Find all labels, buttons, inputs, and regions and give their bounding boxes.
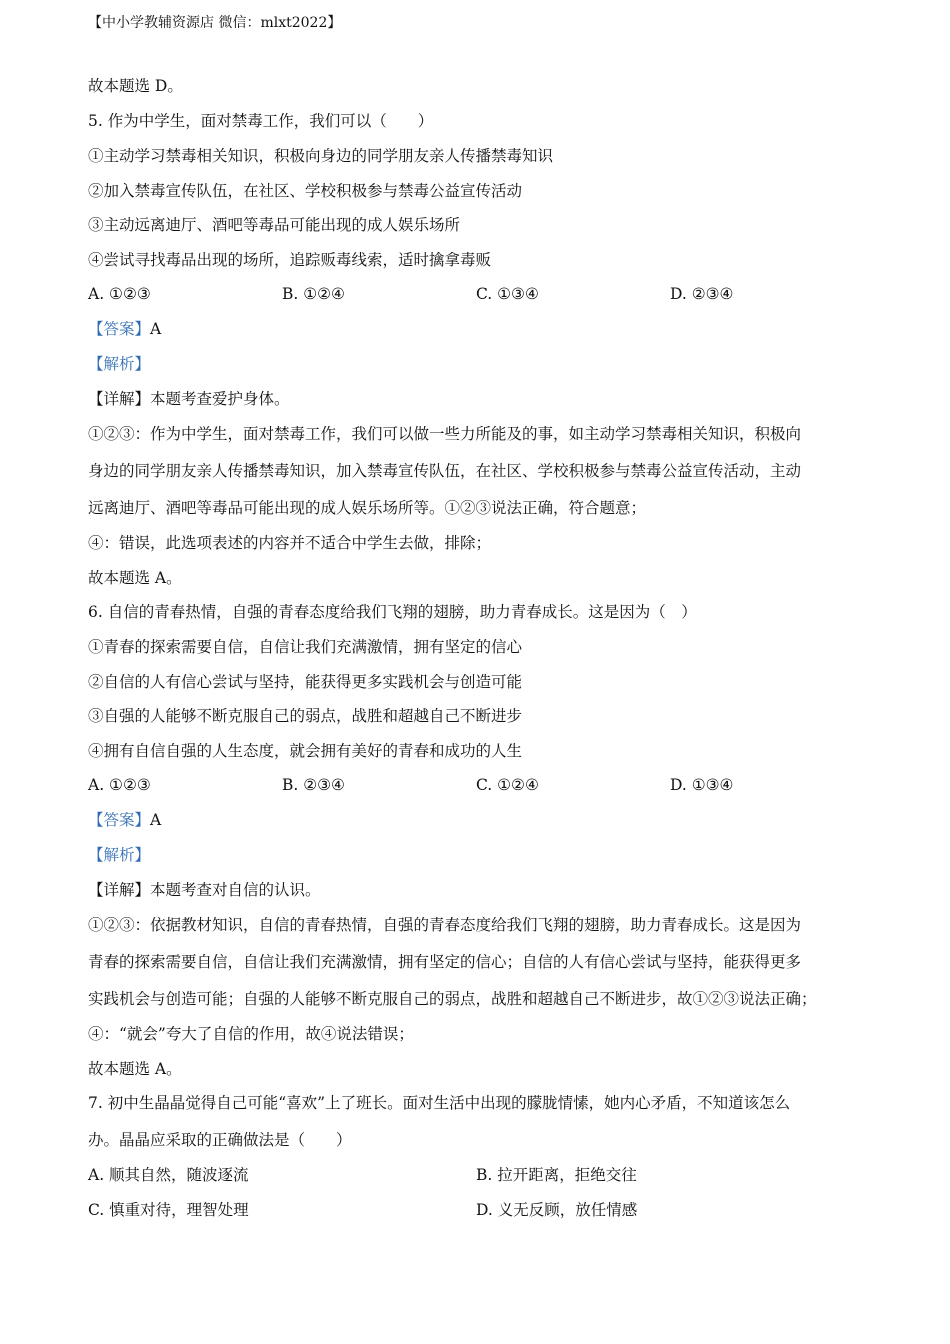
q6-conclusion: 故本题选 A。 xyxy=(88,1060,182,1078)
q5-explanation-line: 身边的同学朋友亲人传播禁毒知识，加入禁毒宣传队伍，在社区、学校积极参与禁毒公益宣传活动，主动 xyxy=(88,462,802,480)
q5-statement: ②加入禁毒宣传队伍，在社区、学校积极参与禁毒公益宣传活动 xyxy=(88,182,523,200)
q5-detail: 【详解】本题考查爱护身体。 xyxy=(88,390,290,408)
answer-tag: 【答案】 xyxy=(88,320,151,338)
answer-value: A xyxy=(150,320,162,338)
q5-answer xyxy=(88,318,878,340)
q7-option-c: C. 慎重对待，理智处理 xyxy=(88,1201,249,1219)
q6-option-b: B. ②③④ xyxy=(282,776,345,794)
q5-option-c: C. ①③④ xyxy=(476,285,539,303)
previous-conclusion: 故本题选 D。 xyxy=(88,77,183,95)
q6-option-a: A. ①②③ xyxy=(88,776,151,794)
q6-explanation-line: ①②③：依据教材知识，自信的青春热情，自强的青春态度给我们飞翔的翅膀，助力青春成长。这是因为 xyxy=(88,916,802,934)
q7-option-d: D. 义无反顾，放任情感 xyxy=(476,1201,638,1219)
q6-stem: 6. 自信的青春热情，自强的青春态度给我们飞翔的翅膀，助力青春成长。这是因为（ ） xyxy=(88,603,697,621)
q6-detail: 【详解】本题考查对自信的认识。 xyxy=(88,881,321,899)
q5-option-b: B. ①②④ xyxy=(282,285,345,303)
q5-conclusion: 故本题选 A。 xyxy=(88,569,182,587)
q5-explanation-line: ④：错误，此选项表述的内容并不适合中学生去做，排除； xyxy=(88,534,492,552)
q5-statement: ③主动远离迪厅、酒吧等毒品可能出现的成人娱乐场所 xyxy=(88,216,461,234)
q6-analysis-tag: 【解析】 xyxy=(88,846,151,864)
q7-option-a: A. 顺其自然，随波逐流 xyxy=(88,1166,249,1184)
answer-tag: 【答案】 xyxy=(88,811,151,829)
q6-option-c: C. ①②④ xyxy=(476,776,539,794)
q5-option-a: A. ①②③ xyxy=(88,285,151,303)
q6-option-d: D. ①③④ xyxy=(670,776,734,794)
q5-explanation-line: 远离迪厅、酒吧等毒品可能出现的成人娱乐场所等。①②③说法正确，符合题意； xyxy=(88,499,647,517)
answer-value: A xyxy=(150,811,162,829)
q6-statement: ②自信的人有信心尝试与坚持，能获得更多实践机会与创造可能 xyxy=(88,673,523,691)
q6-statement: ④拥有自信自强的人生态度，就会拥有美好的青春和成功的人生 xyxy=(88,742,523,760)
q5-option-d: D. ②③④ xyxy=(670,285,734,303)
q5-analysis-tag: 【解析】 xyxy=(88,355,151,373)
q5-statement: ④尝试寻找毒品出现的场所，追踪贩毒线索，适时擒拿毒贩 xyxy=(88,251,492,269)
q5-stem: 5. 作为中学生，面对禁毒工作，我们可以（ ） xyxy=(88,112,434,130)
q7-option-b: B. 拉开距离，拒绝交往 xyxy=(476,1166,637,1184)
q6-answer xyxy=(88,809,878,831)
q5-explanation-line: ①②③：作为中学生，面对禁毒工作，我们可以做一些力所能及的事，如主动学习禁毒相关知识，积极向 xyxy=(88,425,802,443)
q6-explanation-line: 实践机会与创造可能；自强的人能够不断克服自己的弱点，战胜和超越自己不断进步，故①②③说法正确； xyxy=(88,990,817,1008)
q6-explanation-line: ④：“就会”夸大了自信的作用，故④说法错误； xyxy=(88,1025,414,1043)
q6-statement: ③自强的人能够不断克服自己的弱点，战胜和超越自己不断进步 xyxy=(88,707,523,725)
page-header: 【中小学教辅资源店 微信：mlxt2022】 xyxy=(88,15,342,31)
q7-stem-line: 7. 初中生晶晶觉得自己可能“喜欢”上了班长。面对生活中出现的朦胧情愫，她内心矛盾，不知道该怎么 xyxy=(88,1094,791,1112)
q6-explanation-line: 青春的探索需要自信，自信让我们充满激情，拥有坚定的信心；自信的人有信心尝试与坚持，能获得更多 xyxy=(88,953,802,971)
q5-statement: ①主动学习禁毒相关知识，积极向身边的同学朋友亲人传播禁毒知识 xyxy=(88,147,554,165)
q6-statement: ①青春的探索需要自信，自信让我们充满激情，拥有坚定的信心 xyxy=(88,638,523,656)
q7-stem-line: 办。晶晶应采取的正确做法是（ ） xyxy=(88,1131,352,1149)
